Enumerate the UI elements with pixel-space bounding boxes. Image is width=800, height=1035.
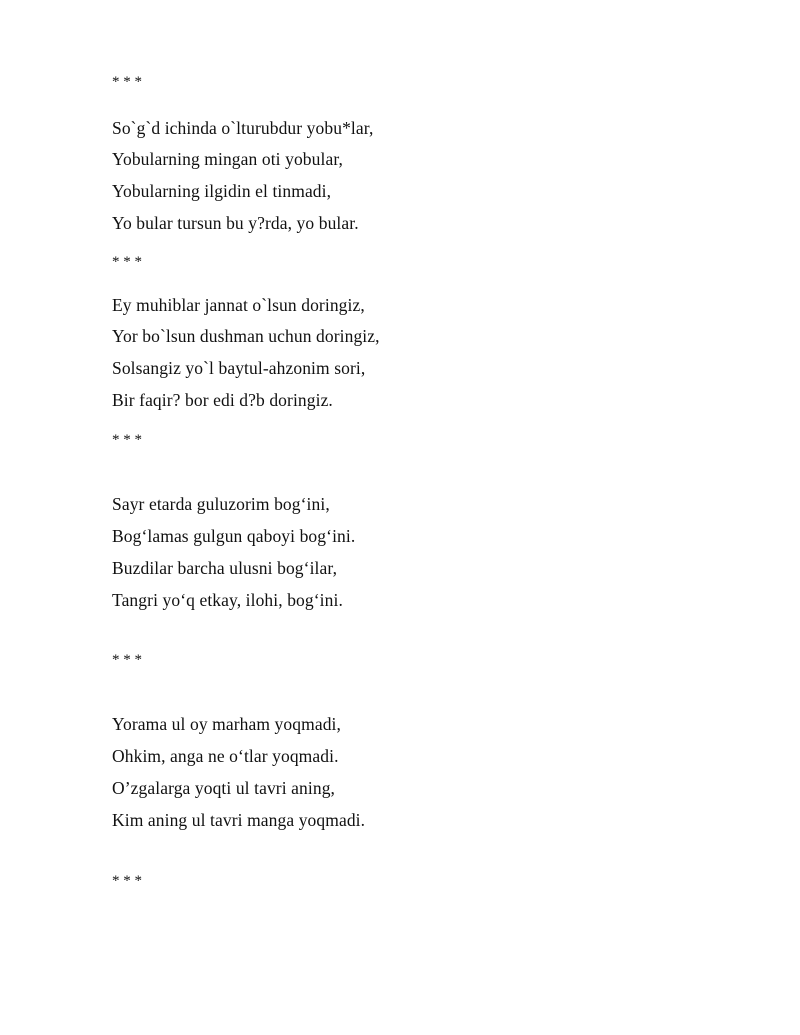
- poem-line: O’zgalarga yoqti ul tavri aning,: [112, 778, 336, 798]
- poem-line: Yo bular tursun bu y?rda, yo bular.: [112, 213, 359, 233]
- poem-line: Yobularning ilgidin el tinmadi,: [112, 181, 332, 201]
- stanza-separator: * * *: [112, 74, 142, 90]
- poem-line: So`g`d ichinda o`lturubdur yobu*lar,: [112, 118, 374, 138]
- poem-line: Yorama ul oy marham yoqmadi,: [112, 714, 341, 734]
- poem-line: Solsangiz yo`l baytul-ahzonim sori,: [112, 358, 366, 378]
- stanza-separator: * * *: [112, 873, 142, 889]
- poem-line: Sayr etarda guluzorim bog‘ini,: [112, 494, 330, 514]
- poem-line: Buzdilar barcha ulusni bog‘ilar,: [112, 558, 338, 578]
- poem-line: Yobularning mingan oti yobular,: [112, 149, 344, 169]
- poem-line: Ohkim, anga ne o‘tlar yoqmadi.: [112, 746, 339, 766]
- stanza-separator: * * *: [112, 652, 142, 668]
- poem-line: Tangri yo‘q etkay, ilohi, bog‘ini.: [112, 590, 343, 610]
- poem-line: Bir faqir? bor edi d?b doringiz.: [112, 390, 333, 410]
- stanza-separator: * * *: [112, 432, 142, 448]
- poem-line: Kim aning ul tavri manga yoqmadi.: [112, 810, 366, 830]
- stanza-separator: * * *: [112, 254, 142, 270]
- poem-line: Bog‘lamas gulgun qaboyi bog‘ini.: [112, 526, 356, 546]
- poem-line: Yor bo`lsun dushman uchun doringiz,: [112, 326, 380, 346]
- poem-line: Ey muhiblar jannat o`lsun doringiz,: [112, 295, 365, 315]
